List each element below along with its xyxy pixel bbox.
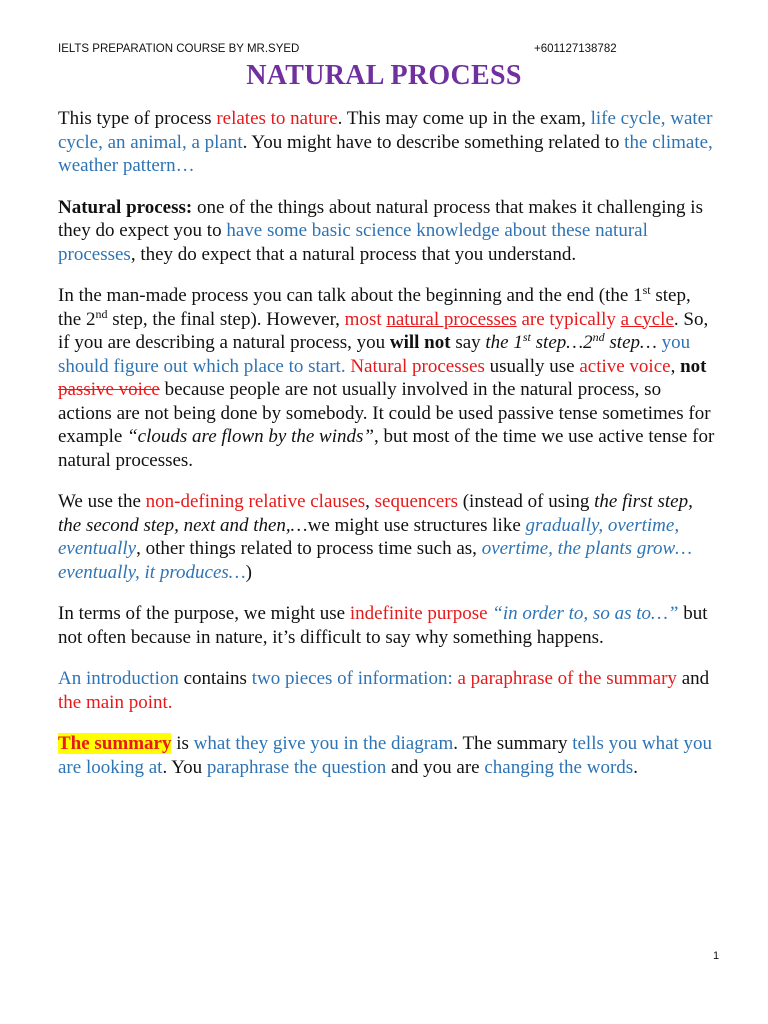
text-run: , [670, 355, 681, 377]
highlight-red: relates to nature [216, 108, 338, 129]
text-run: but not often because in nature, it’s difficult to say why something happens. [58, 603, 708, 648]
course-name: IELTS PREPARATION COURSE BY MR.SYED [58, 43, 300, 55]
paragraph-introduction [58, 667, 718, 714]
text-run: (instead of using [457, 491, 595, 512]
example-italic: “clouds are flown by the winds” [127, 426, 374, 447]
highlight-blue: changing the words [484, 756, 634, 778]
paragraph-natural-process [58, 196, 718, 267]
superscript: nd [95, 306, 108, 321]
text-run: We use the [58, 491, 146, 512]
text-run: . The summary [453, 733, 573, 754]
emphasis-bold: not [680, 355, 707, 377]
text-run: ) [245, 561, 252, 583]
highlight-red: most [344, 308, 387, 330]
text-run: . So, if you are describing a natural process, you [58, 308, 709, 353]
example-italic: the first step, the second step, next and then,… [58, 491, 693, 536]
highlight-blue-italic: “in order to, so as to…” [492, 603, 679, 624]
highlight-blue: paraphrase the question [206, 756, 387, 778]
superscript: st [522, 330, 531, 344]
text-run: and [676, 668, 710, 689]
text-run: This type of process [58, 108, 217, 129]
paragraph-intro [58, 107, 718, 178]
highlight-red-underline: natural processes [386, 308, 517, 330]
term-label: Natural process: [58, 196, 193, 218]
text-run: contains [178, 668, 252, 689]
text-run: is [171, 733, 194, 754]
text-run: , [365, 491, 375, 512]
text-run: , they do expect that a natural process that you understand. [130, 243, 577, 265]
paragraph-summary [58, 732, 718, 779]
strikethrough-red: passive voice [58, 379, 160, 400]
example-italic: the 1 [485, 332, 523, 353]
highlight-red: the main point. [58, 691, 173, 713]
highlight-blue: tells you what you are looking at [58, 733, 713, 778]
highlight-blue: life cycle, water cycle, an animal, a plant [58, 108, 713, 153]
text-run: . You [162, 756, 207, 778]
highlight-red: a paraphrase of the summary [457, 668, 677, 689]
text-run: . You might have to describe something related to [242, 131, 625, 153]
text-run: we might use structures like [307, 514, 526, 536]
highlight-blue-italic: overtime, the plants grow…eventually, it produces… [58, 538, 693, 583]
text-run: step, the 2 [58, 285, 691, 330]
emphasis-bold: will not [389, 332, 451, 353]
paragraph-man-made [58, 284, 718, 472]
phone-number: +601127138782 [534, 43, 617, 55]
highlight-red: indefinite purpose [349, 603, 488, 624]
page-title: NATURAL PROCESS [246, 60, 522, 91]
page-number: 1 [713, 950, 720, 962]
highlight-red: are typically [516, 308, 621, 330]
highlight-blue: the climate, weather pattern… [58, 131, 713, 176]
highlight-red: active voice [579, 355, 671, 377]
text-run: and you are [386, 756, 485, 778]
text-run: In the man-made process you can talk about the beginning and the end (the 1 [58, 285, 643, 306]
highlight-blue: An introduction [58, 668, 179, 689]
highlight-red-underline: a cycle [620, 308, 674, 330]
text-run: . This may come up in the exam, [337, 108, 591, 129]
example-italic: step…2 [530, 332, 593, 353]
highlight-blue-italic: gradually, overtime, eventually [58, 514, 680, 559]
paragraph-structures [58, 490, 718, 584]
highlight-blue: have some basic science knowledge about these natural processes [58, 220, 648, 265]
text-run: because people are not usually involved in the natural process, so actions are not being done by somebody. It could be used passive tense sometimes for example [58, 379, 711, 447]
text-run: say [450, 332, 486, 353]
example-italic: step… [604, 332, 662, 353]
highlight-red: Natural processes [345, 355, 485, 377]
document-body [58, 107, 718, 797]
highlighted-term: The summary [58, 733, 172, 754]
superscript: nd [592, 330, 605, 344]
highlight-red: sequencers [374, 491, 458, 512]
text-run: . [633, 756, 638, 778]
highlight-blue: two pieces of information: [251, 668, 453, 689]
text-run: step, the final step). However, [107, 308, 345, 330]
text-run: , other things related to process time such as, [136, 538, 482, 559]
text-run: In terms of the purpose, we might use [58, 603, 350, 624]
text-run: usually use [484, 355, 580, 377]
paragraph-purpose [58, 602, 718, 649]
highlight-red: non-defining relative clauses [145, 491, 366, 512]
superscript: st [642, 283, 651, 297]
text-run: , but most of the time we use active tense for natural processes. [58, 426, 715, 471]
highlight-blue: what they give you in the diagram [193, 733, 454, 754]
highlight-blue: you should figure out which place to start. [58, 332, 691, 377]
text-run: one of the things about natural process that makes it challenging is they do expect you to [58, 196, 703, 241]
